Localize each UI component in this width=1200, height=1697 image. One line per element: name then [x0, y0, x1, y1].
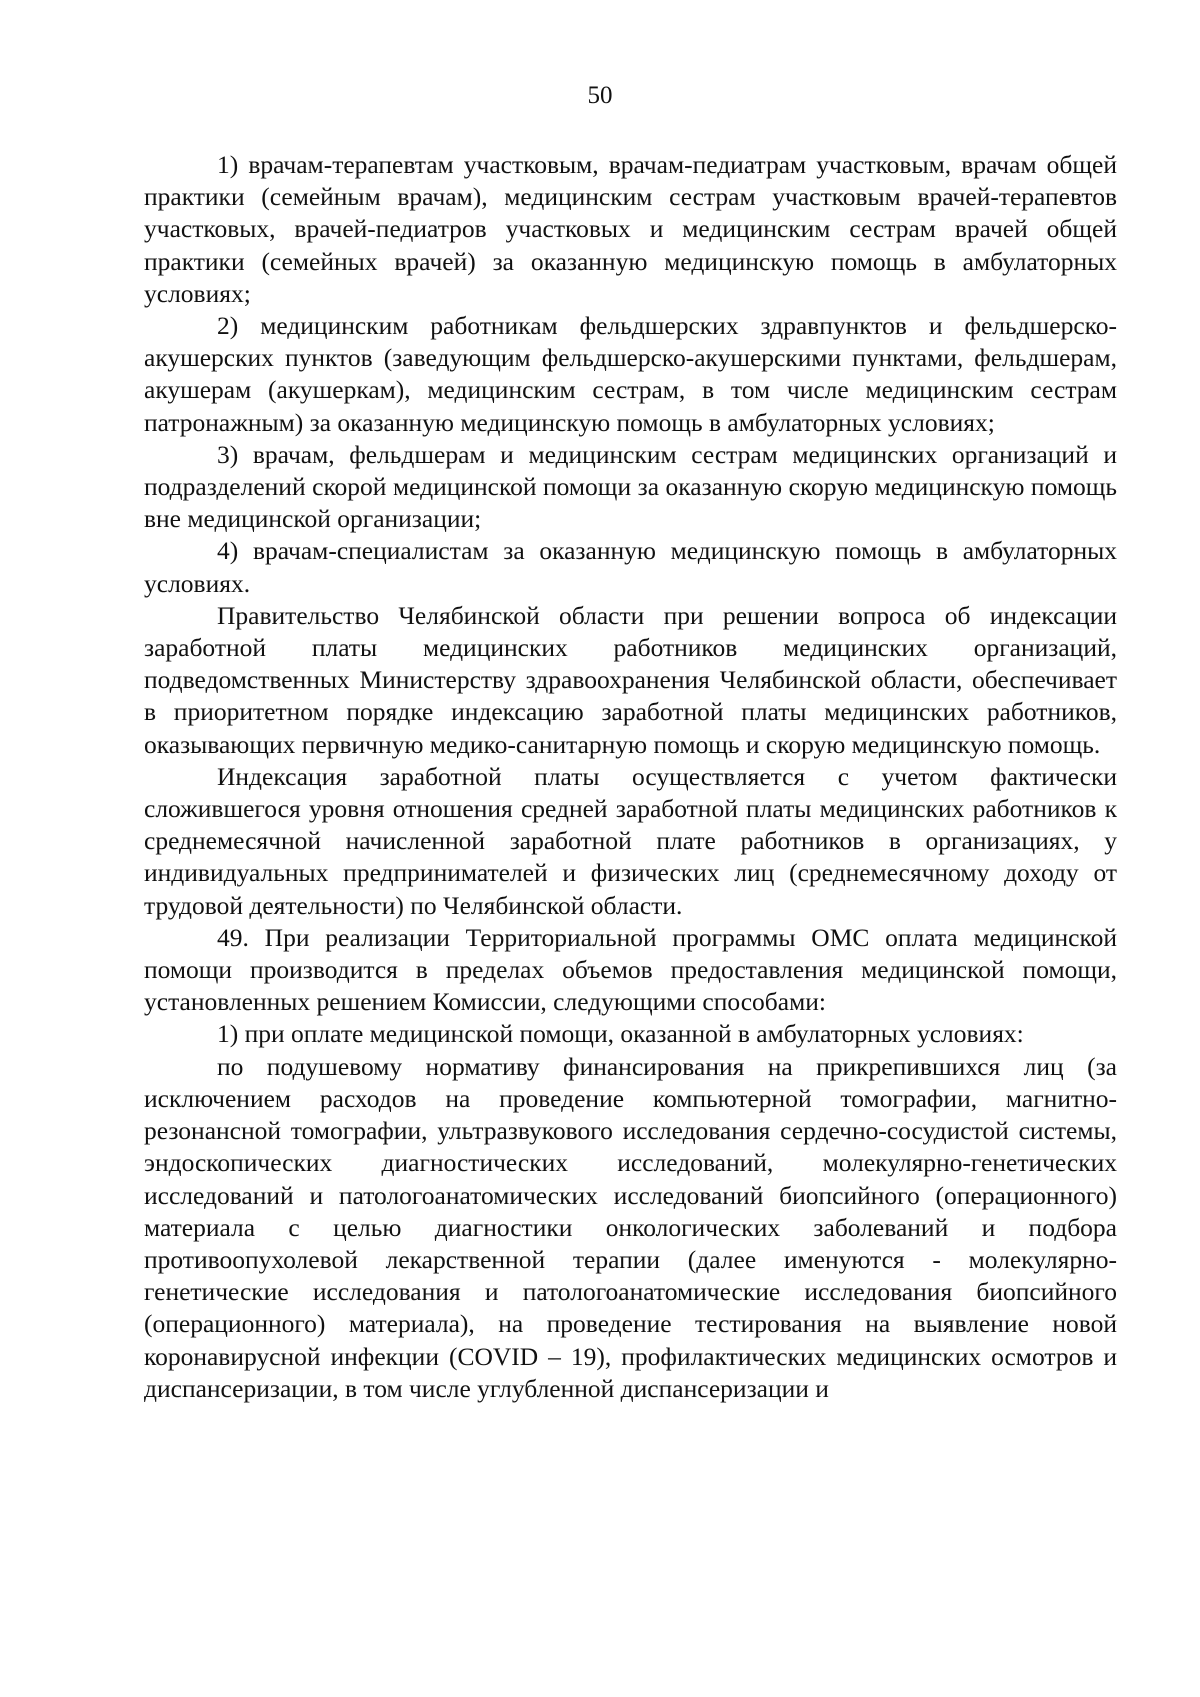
page-number: 50: [587, 82, 613, 109]
paragraph-item-1: 1) врачам-терапевтам участковым, врачам-педиатрам участковым, врачам общей практики (семейным врачам), медицинским сестрам участковым врачей-терапевтов участковых, врачей-педиатров участковых и медицинским сестрам врачей общей практики (семейных врачей) за оказанную медицинскую помощь в амбулаторных условиях;: [144, 150, 1117, 308]
paragraph-ambulatory-payment: 1) при оплате медицинской помощи, оказанной в амбулаторных условиях:: [217, 1019, 1024, 1049]
paragraph-item-4: 4) врачам-специалистам за оказанную медицинскую помощь в амбулаторных условиях.: [144, 536, 1117, 598]
paragraph-indexation-basis: Индексация заработной платы осуществляется с учетом фактически сложившегося уровня отношения средней заработной платы медицинских работников к среднемесячной начисленной заработной плате работников в организациях, у индивидуальных предпринимателей и физических лиц (среднемесячному доходу от трудовой деятельности) по Челябинской области.: [144, 761, 1117, 920]
paragraph-item-2: 2) медицинским работникам фельдшерских здравпунктов и фельдшерско-акушерских пунктов (заведующим фельдшерско-акушерскими пунктами, фельдшерам, акушерам (акушеркам), медицинским сестрам, в том числе медицинским сестрам патронажным) за оказанную медицинскую помощь в амбулаторных условиях;: [144, 311, 1117, 437]
document-body: [144, 149, 1117, 1405]
paragraph-per-capita-norm: по подушевому нормативу финансирования на прикрепившихся лиц (за исключением расходов на проведение компьютерной томографии, магнитно-резонансной томографии, ультразвукового исследования сердечно-сосудистой системы, эндоскопических диагностических исследований, молекулярно-генетических исследований и патологоанатомических исследований биопсийного (операционного) материала с целью диагностики онкологических заболеваний и подбора противоопухолевой лекарственной терапии (далее именуются - молекулярно-генетические исследования и патологоанатомические исследования биопсийного (операционного) материала), на проведение тестирования на выявление новой коронавирусной инфекции (COVID – 19), профилактических медицинских осмотров и диспансеризации, в том числе углубленной диспансеризации и: [144, 1051, 1117, 1403]
paragraph-section-49: 49. При реализации Территориальной программы ОМС оплата медицинской помощи производится в пределах объемов предоставления медицинской помощи, установленных решением Комиссии, следующими способами:: [144, 922, 1117, 1017]
paragraph-item-3: 3) врачам, фельдшерам и медицинским сестрам медицинских организаций и подразделений скорой медицинской помощи за оказанную скорую медицинскую помощь вне медицинской организации;: [144, 439, 1117, 534]
paragraph-indexation-decision: Правительство Челябинской области при решении вопроса об индексации заработной платы медицинских работников медицинских организаций, подведомственных Министерству здравоохранения Челябинской области, обеспечивает в приоритетном порядке индексацию заработной платы медицинских работников, оказывающих первичную медико-санитарную помощь и скорую медицинскую помощь.: [144, 600, 1117, 759]
